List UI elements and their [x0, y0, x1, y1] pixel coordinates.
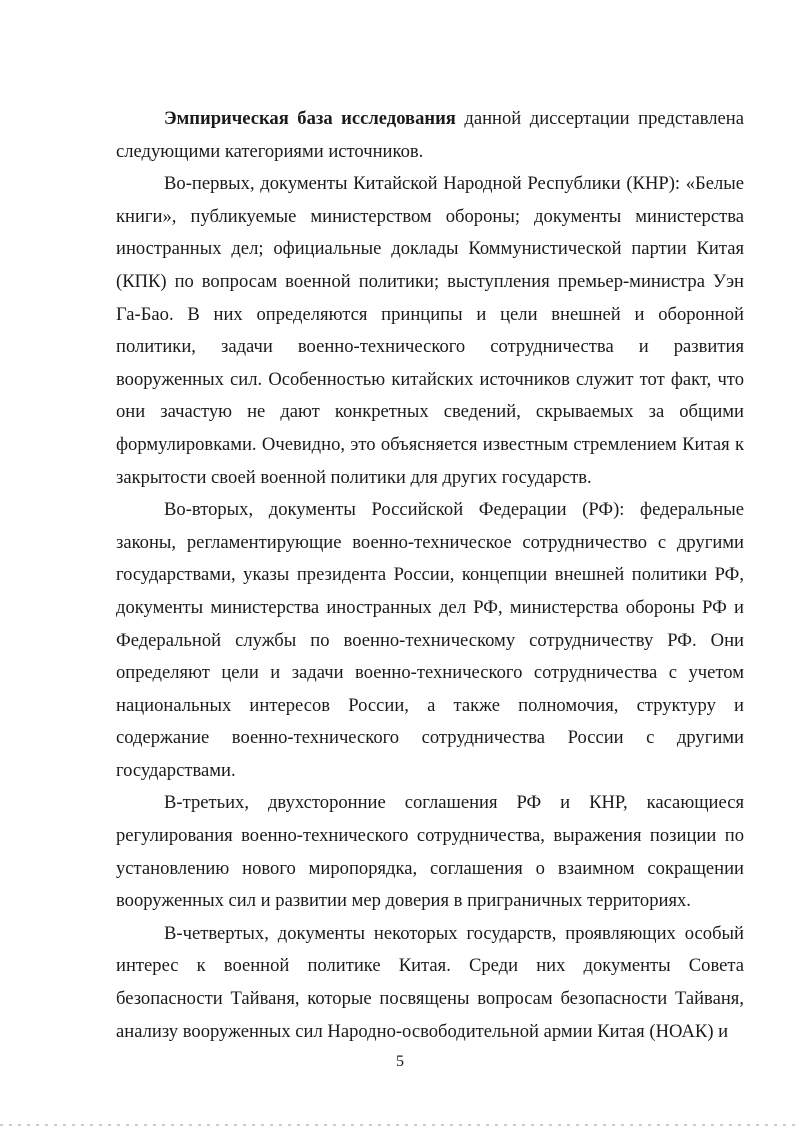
paragraph-russia-documents [116, 494, 744, 787]
scan-edge-artifact [0, 1124, 800, 1126]
paragraph-other-states [116, 918, 744, 1048]
paragraph-text: данной диссертации представлена следующими категориями источников. [116, 108, 744, 162]
page-number: 5 [396, 1053, 404, 1070]
paragraph-china-documents [116, 168, 744, 494]
bold-lead-term: Эмпирическая база исследования [164, 108, 456, 129]
body-text [116, 103, 744, 1048]
paragraph-empirical-base [116, 103, 744, 168]
paragraph-text: В-третьих, двухсторонние соглашения РФ и КНР, касающиеся регулирования военно-технического сотрудничества, выражения позиции по установлению нового миропорядка, соглашения о взаимном сокращении вооруженных сил и развитии мер доверия в приграничных территориях. [116, 792, 744, 912]
paragraph-bilateral-agreements [116, 787, 744, 917]
paragraph-text: Во-первых, документы Китайской Народной Республики (КНР): «Белые книги», публикуемые министерством обороны; документы министерства иностранных дел; официальные доклады Коммунистической партии Китая (КПК) по вопросам военной политики; выступления премьер-министра Уэн Га-Бао. В них определяются принципы и цели внешней и оборонной политики, задачи военно-технического сотрудничества и развития вооруженных сил. Особенностью китайских источников служит тот факт, что они зачастую не дают конкретных сведений, скрываемых за общими формулировками. Очевидно, это объясняется известным стремлением Китая к закрытости своей военной политики для других государств. [116, 173, 744, 488]
paragraph-text: В-четвертых, документы некоторых государств, проявляющих особый интерес к военной политике Китая. Среди них документы Совета безопасности Тайваня, которые посвящены вопросам безопасности Тайваня, анализу вооруженных сил Народно-освободительной армии Китая (НОАК) и [116, 922, 744, 1042]
paragraph-text: Во-вторых, документы Российской Федерации (РФ): федеральные законы, регламентирующие военно-техническое сотрудничество с другими государствами, указы президента России, концепции внешней политики РФ, документы министерства иностранных дел РФ, министерства обороны РФ и Федеральной службы по военно-техническому сотрудничеству РФ. Они определяют цели и задачи военно-технического сотрудничества с учетом национальных интересов России, а также полномочия, структуру и содержание военно-технического сотрудничества России с другими государствами. [116, 499, 744, 781]
